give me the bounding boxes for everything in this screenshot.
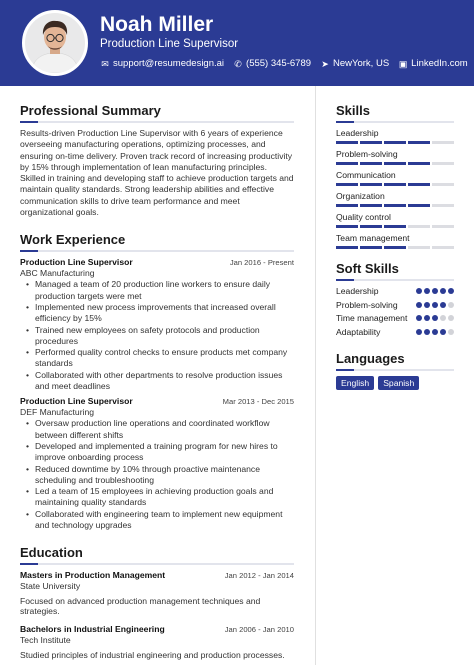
languages-section (336, 351, 454, 390)
skill-bar-segment (432, 141, 454, 144)
section-divider (20, 563, 294, 565)
job-bullet: • Implemented new process improvements that increased overall efficiency by 15% (20, 302, 294, 325)
linkedin-icon: ▣ (398, 58, 408, 69)
rating-dot (432, 288, 438, 294)
education-section (20, 545, 294, 660)
contact-linkedin[interactable] (398, 58, 468, 69)
soft-skill-item (336, 313, 454, 324)
skill-label: Quality control (336, 212, 391, 222)
skill-bar-segment (360, 225, 382, 228)
language-tag: English (336, 376, 374, 390)
rating-dot (440, 302, 446, 308)
rating-dots (416, 302, 454, 308)
rating-dot (448, 329, 454, 335)
skill-bar-segment (432, 183, 454, 186)
rating-dot (416, 329, 422, 335)
education-date: Jan 2006 - Jan 2010 (224, 625, 294, 635)
job-entry (20, 257, 294, 392)
rating-dot (440, 288, 446, 294)
skill-item (336, 212, 454, 228)
skill-bar-segment (384, 225, 406, 228)
section-divider (20, 250, 294, 252)
rating-dot (432, 302, 438, 308)
job-company: DEF Manufacturing (20, 407, 95, 418)
rating-dot (424, 302, 430, 308)
skill-bar-segment (432, 225, 454, 228)
degree-title: Bachelors in Industrial Engineering (20, 624, 165, 635)
contact-location-text: NewYork, US (333, 58, 390, 69)
candidate-name: Noah Miller (100, 13, 214, 36)
skill-label: Leadership (336, 128, 379, 138)
skill-bar-segment (408, 246, 430, 249)
soft-skill-item (336, 300, 454, 311)
skill-bar-segment (384, 246, 406, 249)
degree-title: Masters in Production Management (20, 570, 166, 581)
skill-bar-segment (432, 162, 454, 165)
job-bullet: • Performed quality control checks to ensure products met company standards (20, 347, 294, 370)
job-bullet: • Oversaw production line operations and coordinated workflow between different shifts (20, 418, 294, 441)
summary-section (20, 103, 294, 218)
contact-location (320, 58, 389, 69)
education-entry (20, 570, 294, 616)
skill-level-bar (336, 225, 454, 228)
education-description: Studied principles of industrial engineering and production processes. (20, 650, 285, 661)
skill-item (336, 149, 454, 165)
skill-bar-segment (408, 183, 430, 186)
soft-skills-list (336, 286, 454, 337)
skill-bar-segment (408, 204, 430, 207)
skill-bar-segment (384, 183, 406, 186)
contact-email[interactable] (100, 58, 224, 69)
summary-heading: Professional Summary (20, 103, 161, 118)
education-date: Jan 2012 - Jan 2014 (224, 571, 294, 581)
rating-dot (424, 288, 430, 294)
job-title: Production Line Supervisor (20, 396, 133, 407)
section-divider (20, 121, 294, 123)
skill-bar-segment (336, 225, 358, 228)
skill-item (336, 191, 454, 207)
school-name: State University (20, 581, 81, 592)
skill-bar-segment (360, 183, 382, 186)
job-bullet: • Managed a team of 20 production line workers to ensure daily production targets were met (20, 279, 294, 302)
job-bullets (20, 279, 294, 392)
section-divider (336, 121, 454, 123)
profile-photo (22, 10, 88, 76)
skill-level-bar (336, 204, 454, 207)
section-divider (336, 369, 454, 371)
contact-phone-text: (555) 345-6789 (246, 58, 312, 69)
contact-email-text: support@resumedesign.ai (113, 58, 225, 69)
location-icon: ➤ (321, 58, 329, 69)
skill-bar-segment (408, 225, 430, 228)
job-bullets (20, 418, 294, 531)
rating-dot (440, 315, 446, 321)
skill-bar-segment (336, 162, 358, 165)
contact-linkedin-text: LinkedIn.com (411, 58, 468, 69)
rating-dot (416, 302, 422, 308)
job-bullet: • Collaborated with engineering team to implement new equipment and technology upgrades (20, 509, 294, 532)
skill-bar-segment (432, 246, 454, 249)
section-divider (336, 279, 454, 281)
job-bullet: • Developed and implemented a training program for new hires to improve onboarding process (20, 441, 294, 464)
soft-skill-label: Leadership (336, 286, 379, 296)
skill-bar-segment (432, 204, 454, 207)
soft-skills-section (336, 261, 454, 337)
skill-level-bar (336, 183, 454, 186)
skills-heading: Skills (336, 103, 370, 118)
resume-header (0, 0, 474, 86)
languages-heading: Languages (336, 351, 405, 366)
rating-dot (424, 329, 430, 335)
skill-level-bar (336, 162, 454, 165)
school-name: Tech Institute (20, 635, 71, 646)
summary-text: Results-driven Production Line Supervisor with 6 years of experience overseeing manufacturing operations, optimizing processes, and ensuring on-time delivery. Proven track record of increasing productivity by 15% through implementation of lean manufacturing principles. Skilled in training and developing staff to achieve production targets and maintain quality standards. Strong leadership abilities and effective communication skills to drive team performance and meet organizational goals. (20, 128, 294, 218)
education-heading: Education (20, 545, 83, 561)
skill-item (336, 170, 454, 186)
sidebar (336, 103, 454, 390)
skill-bar-segment (384, 162, 406, 165)
experience-heading: Work Experience (20, 232, 126, 248)
education-description: Focused on advanced production management techniques and strategies. (20, 596, 261, 617)
soft-skills-heading: Soft Skills (336, 261, 399, 276)
job-title: Production Line Supervisor (20, 257, 133, 268)
skill-bar-segment (336, 183, 358, 186)
language-tag: Spanish (378, 376, 419, 390)
soft-skill-label: Problem-solving (336, 299, 398, 310)
soft-skill-label: Adaptability (336, 326, 381, 337)
job-date: Jan 2016 - Present (229, 258, 294, 268)
skill-label: Communication (336, 170, 396, 180)
rating-dot (416, 315, 422, 321)
skill-bar-segment (360, 141, 382, 144)
rating-dot (424, 315, 430, 321)
soft-skill-item (336, 286, 454, 297)
candidate-title: Production Line Supervisor (100, 38, 239, 50)
skill-bar-segment (384, 141, 406, 144)
skill-label: Organization (336, 191, 385, 201)
job-bullet: • Collaborated with other departments to resolve production issues and meet deadlines (20, 370, 294, 393)
job-company: ABC Manufacturing (20, 268, 95, 279)
skill-item (336, 128, 454, 144)
skill-bar-segment (408, 141, 430, 144)
skills-list (336, 128, 454, 249)
skill-level-bar (336, 141, 454, 144)
contact-list (100, 58, 468, 69)
column-divider (315, 86, 316, 665)
skills-section (336, 103, 454, 249)
rating-dots (416, 288, 454, 294)
soft-skill-label: Time management (336, 313, 408, 323)
rating-dot (448, 302, 454, 308)
job-date: Mar 2013 - Dec 2015 (222, 397, 294, 407)
rating-dot (440, 329, 446, 335)
skill-bar-segment (408, 162, 430, 165)
skill-bar-segment (336, 246, 358, 249)
job-bullet: • Led a team of 15 employees in achieving production goals and maintaining quality standards (20, 486, 294, 509)
language-tags (336, 376, 454, 390)
rating-dot (448, 288, 454, 294)
job-entry (20, 396, 294, 531)
skill-level-bar (336, 246, 454, 249)
job-bullet: • Trained new employees on safety protocols and production procedures (20, 325, 294, 348)
skill-bar-segment (384, 204, 406, 207)
skill-bar-segment (336, 204, 358, 207)
contact-phone[interactable] (233, 58, 311, 69)
skill-bar-segment (360, 162, 382, 165)
rating-dots (416, 329, 454, 335)
soft-skill-item (336, 327, 454, 338)
rating-dot (448, 315, 454, 321)
experience-section (20, 232, 294, 531)
rating-dot (432, 329, 438, 335)
email-icon: ✉ (101, 58, 109, 69)
skill-label: Problem-solving (336, 149, 398, 159)
skill-bar-segment (336, 141, 358, 144)
main-column (20, 103, 294, 660)
skill-bar-segment (360, 204, 382, 207)
rating-dot (416, 288, 422, 294)
phone-icon: ✆ (234, 58, 242, 69)
skill-label: Team management (336, 233, 410, 243)
rating-dot (432, 315, 438, 321)
skill-bar-segment (360, 246, 382, 249)
skill-item (336, 233, 454, 249)
job-bullet: • Reduced downtime by 10% through proactive maintenance scheduling and troubleshooting (20, 464, 294, 487)
education-entry (20, 624, 294, 660)
rating-dots (416, 315, 454, 321)
